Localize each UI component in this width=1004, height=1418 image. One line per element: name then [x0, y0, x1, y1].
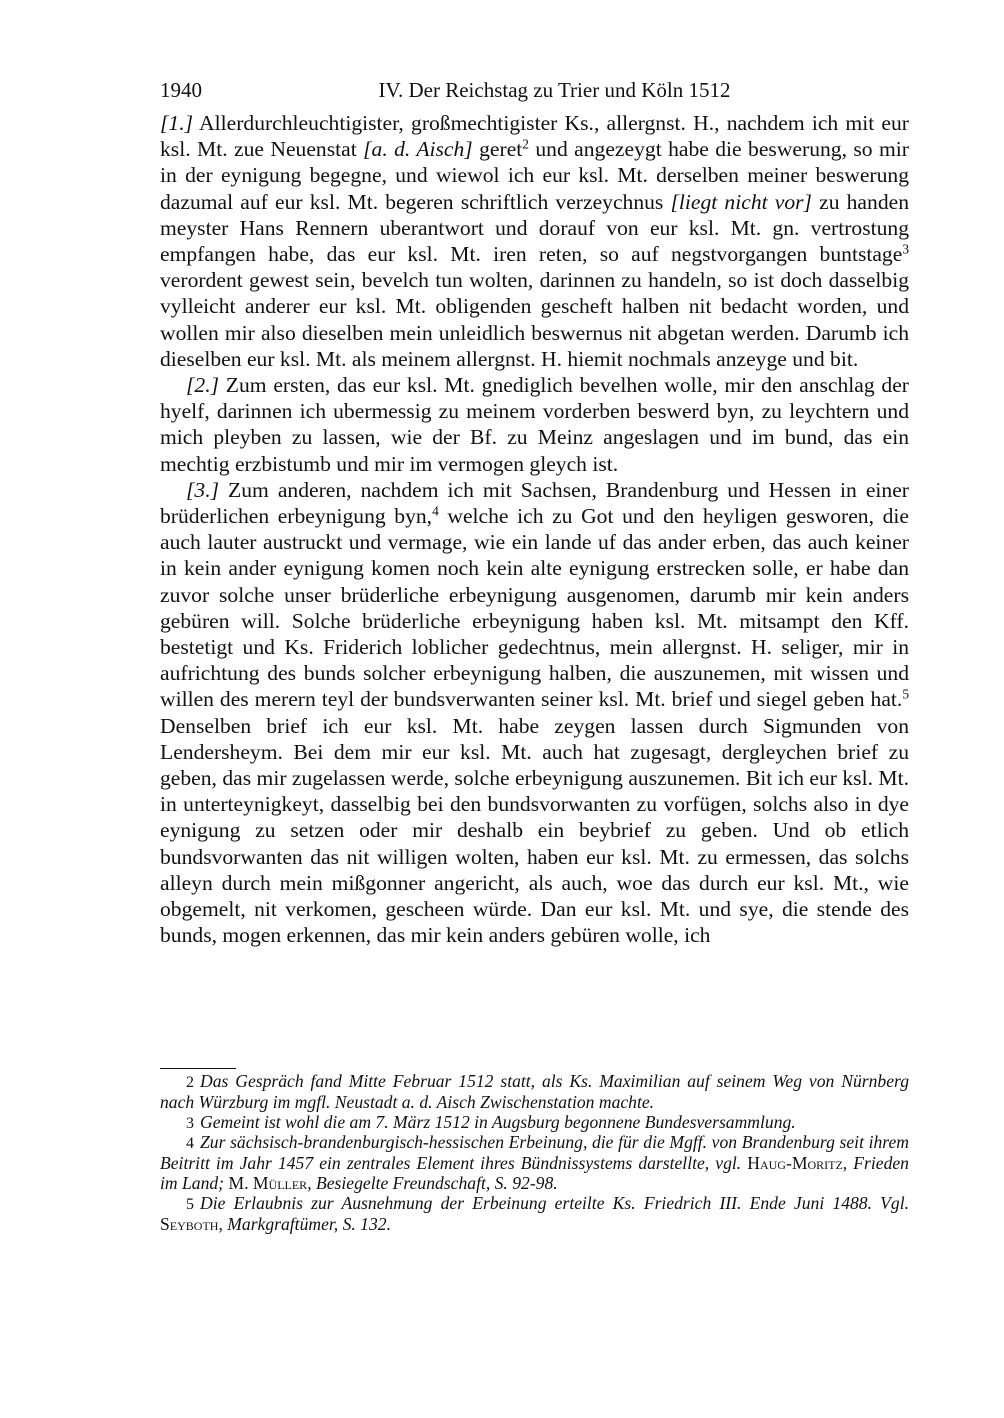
running-title: IV. Der Reichstag zu Trier und Köln 1512 [378, 78, 731, 102]
author-name: Seyboth [160, 1213, 219, 1234]
footnote-number: 2 [186, 1074, 194, 1091]
author-name: Haug-Moritz [747, 1153, 843, 1174]
text-run: verordent gewest sein, bevelch tun wolten, darinnen zu handeln, so ist doch dasselbig vylleicht anderer eur ksl. Mt. obligenden gescheft halben nit bedacht worden, und wollen mir also dieselben mein unleidlich beswernus nit abgetan werden. Darumb ich dieselben eur ksl. Mt. als meinem allergnst. H. hiemit nochmals anzeyge und bit. [160, 268, 909, 371]
footnote-ref[interactable]: 4 [432, 503, 439, 519]
text-run: Denselben brief ich eur ksl. Mt. habe zeygen lassen durch Sigmunden von Lendersheym. Bei dem mir eur ksl. Mt. auch hat zugesagt, dergleychen brief zu geben, das mir zugelassen werde, solche erbeynigung auszunemen. Bit ich eur ksl. Mt. in unterteynigkeyt, dasselbig bei den bundsvorwanten zu vorfügen, solchs also in dye eynigung zu setzen oder mir deshalb ein beybrief zu geben. Und ob etlich bundsvorwanten das nit willigen wolten, haben eur ksl. Mt. zu ermessen, das solchs alleyn durch mein mißgonner angericht, als auch, woe das durch eur ksl. Mt., wie obgemelt, nit verkomen, gescheen würde. Dan eur ksl. Mt. und sye, die stende des bunds, mogen erkennen, das mir kein anders gebüren wolle, ich [160, 713, 909, 948]
page-number: 1940 [160, 78, 202, 102]
paragraph-marker: [2.] [186, 373, 220, 398]
footnote-ref[interactable]: 2 [522, 136, 529, 152]
body-text [160, 110, 909, 949]
footnote-4 [160, 1133, 909, 1193]
editorial-note: [liegt nicht vor] [670, 189, 812, 214]
footnote-text: , Markgraftümer, S. 132. [218, 1213, 391, 1234]
footnote-divider [160, 1068, 236, 1069]
footnote-number: 4 [186, 1135, 194, 1153]
text-run: geret [472, 137, 523, 162]
author-name: M. Müller [228, 1172, 308, 1193]
footnote-text: Gemeint ist wohl die am 7. März 1512 in Augsburg begonnene Bundesversammlung. [200, 1111, 796, 1132]
footnote-text: , Frieden im Land; [160, 1153, 909, 1193]
paragraph-marker: [1.] [160, 111, 194, 135]
text-run: welche ich zu Got und den heyligen gesworen, die auch lauter austruckt und vermage, wie ein lande uf das ander erben, das auch keiner in kein ander eynigung komen noch kein alte eynigung erstrecken solle, er habe dan zuvor solche unser brüderliche erbeynigung ausgenomen, darumb mir kein anders gebüren will. Solche brüderliche erbeynigung haben ksl. Mt. mitsampt den Kff. bestetigt und Ks. Friderich loblicher gedechtnus, mein allergnst. H. seliger, mir in aufrichtung des bunds solcher erbeynigung halben, die auszunemen, mit wissen und willen des merern teyl der bundsverwanten seiner ksl. Mt. brief und siegel geben hat. [160, 504, 909, 712]
footnote-text: Das Gespräch fand Mitte Februar 1512 statt, als Ks. Maximilian auf seinem Weg von Nürnberg nach Würzburg im mgfl. Neustadt a. d. Aisch Zwischenstation machte. [160, 1071, 909, 1112]
paragraph-1 [160, 110, 909, 372]
footnote-number: 5 [186, 1195, 194, 1213]
paragraph-2 [160, 372, 909, 477]
text-run: Allerdurchleuchtigister, großmechtigister Ks., allergnst. H., nachdem ich mit eur ksl. Mt. zue Neuenstat [160, 111, 909, 162]
page-header [160, 78, 909, 110]
paragraph-3 [160, 477, 909, 949]
paragraph-marker: [3.] [186, 477, 220, 502]
text-run: und angezeygt habe die beswerung, so mir in der eynigung begegne, und wiewol ich eur ksl. Mt. derselben meiner beswerung dazumal auf eur ksl. Mt. begeren schriftlich verzeychnus [160, 137, 909, 214]
text-run: Zum ersten, das eur ksl. Mt. gnediglich bevelhen wolle, mir den anschlag der hyelf, darinnen ich ubermessig zu meinem vorderben beswerd byn, zu leychtern und mich pleyben zu lassen, wie der Bf. zu Meinz angeslagen und im bund, das ein mechtig erzbistumb und mir im vermogen gleych ist. [160, 373, 909, 476]
footnote-5 [160, 1194, 909, 1235]
text-run: Zum anderen, nachdem ich mit Sachsen, Brandenburg und Hessen in einer brüderlichen erbeynigung byn, [160, 477, 909, 529]
footnote-text: Die Erlaubnis zur Ausnehmung der Erbeinung erteilte Ks. Friedrich III. Ende Juni 1488. Vgl. [200, 1192, 909, 1213]
footnote-number: 3 [186, 1114, 194, 1132]
text-run: zu handen meyster Hans Rennern uberantwort und dorauf von eur ksl. Mt. gn. vertrostung empfangen habe, das eur ksl. Mt. iren reten, so auf negstvorgangen buntstage [160, 189, 909, 267]
editorial-note: [a. d. Aisch] [363, 137, 473, 162]
footnote-3 [160, 1113, 909, 1134]
document-page [160, 78, 909, 949]
footnote-ref[interactable]: 5 [902, 687, 909, 703]
footnote-ref[interactable]: 3 [902, 241, 909, 257]
footnotes [160, 1072, 909, 1234]
footnote-2 [160, 1072, 909, 1113]
footnote-text: Zur sächsisch-brandenburgisch-hessischen Erbeinung, die für die Mgff. von Brandenburg seit ihrem Beitritt im Jahr 1457 ein zentrales Element ihres Bündnissystems darstellte, vgl. [160, 1132, 909, 1174]
footnote-text: , Besiegelte Freundschaft, S. 92-98. [307, 1172, 558, 1193]
